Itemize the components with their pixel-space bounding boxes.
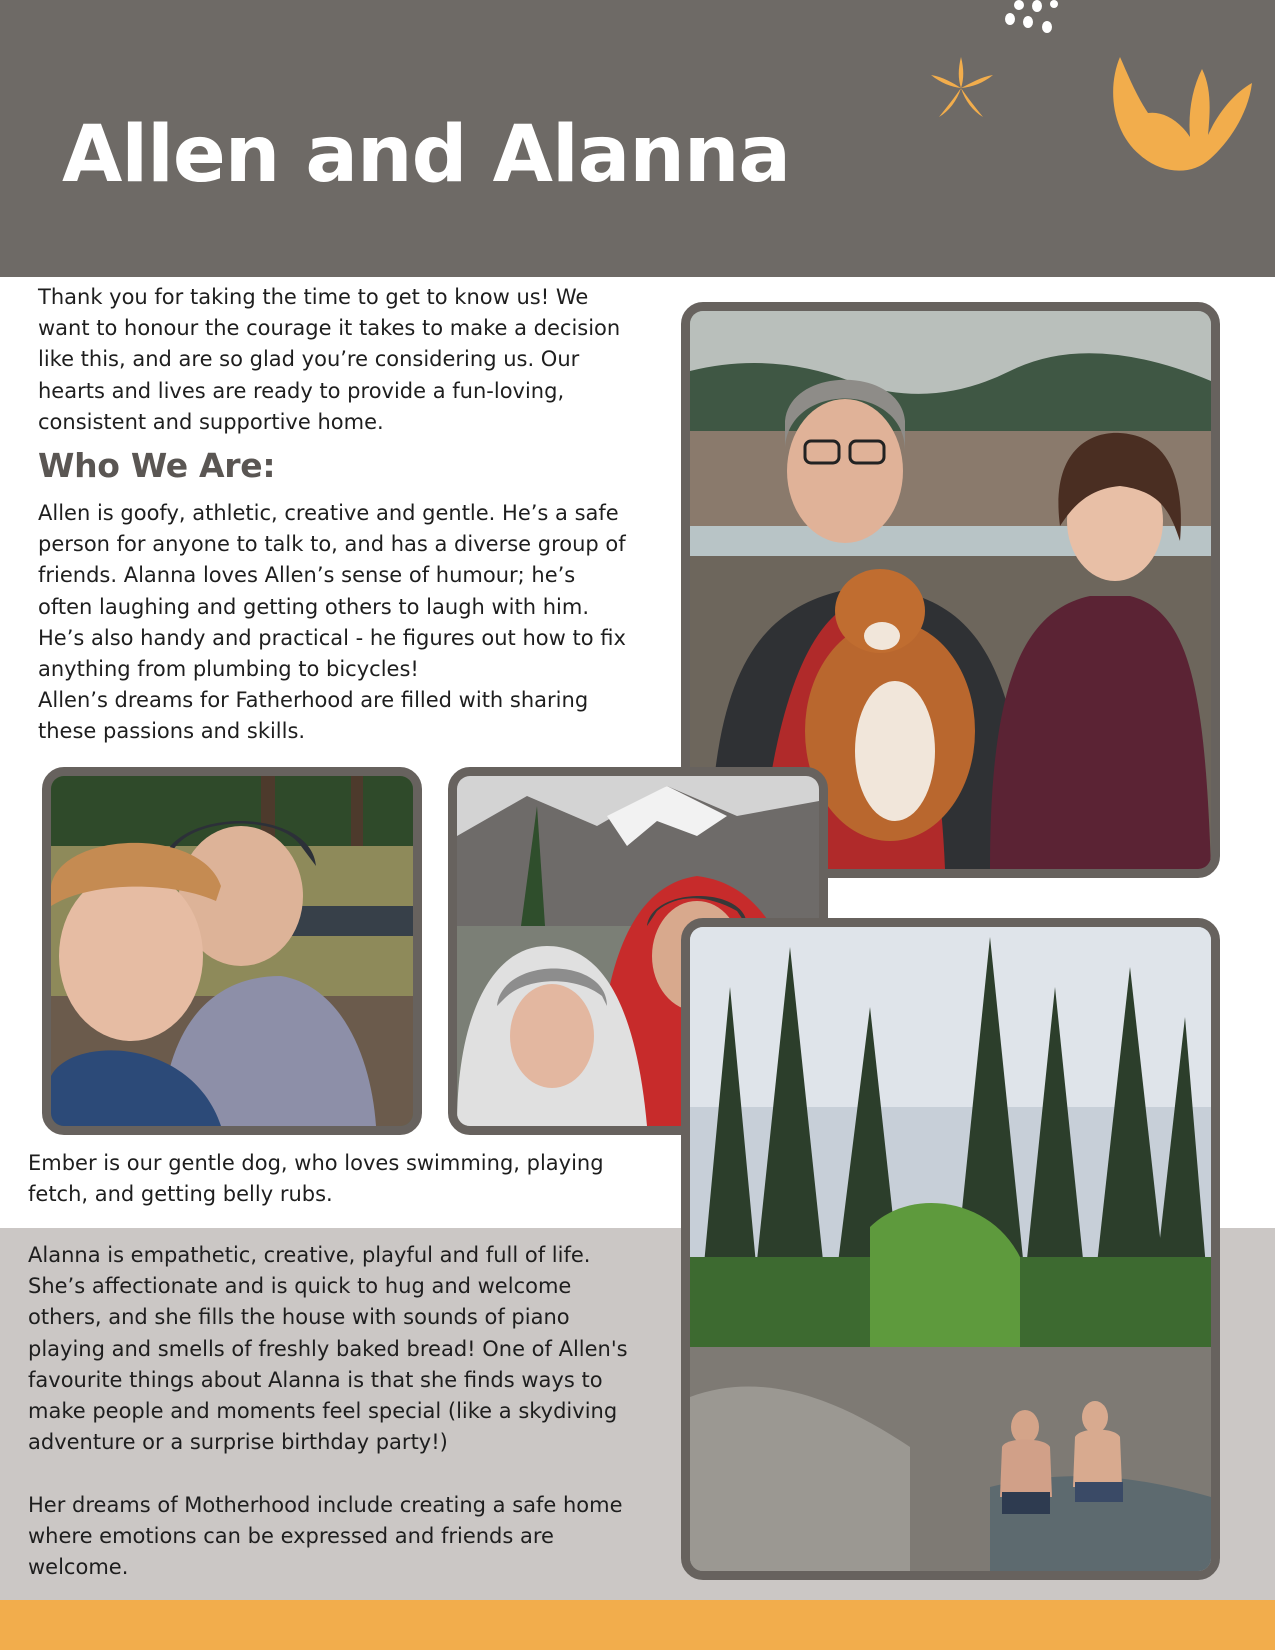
text-line: friends. Alanna loves Allen’s sense of humour; he’s [38,563,576,588]
text-line: Thank you for taking the time to get to know us! We [38,285,589,309]
forest-river-illustration [690,927,1211,1571]
text-line: favourite things about Alanna is that she finds ways to [28,1367,603,1392]
text-line: Allen is goofy, athletic, creative and gentle. He’s a safe [38,501,619,525]
text-line: Allen’s dreams for Fatherhood are filled with sharing [38,688,589,713]
header-banner [0,0,1275,277]
page-title: Allen and Alanna [62,110,791,200]
leaf-decoration-icon [1100,55,1255,180]
alanna-paragraph [28,1240,628,1458]
motherhood-paragraph [28,1490,623,1584]
campsite-selfie-illustration [51,776,413,1126]
footer-band [0,1600,1275,1650]
intro-paragraph [38,282,620,438]
star-decoration-icon [925,55,997,121]
text-line: playing and smells of freshly baked bread! One of Allen's [28,1336,628,1361]
text-line: consistent and supportive home. [38,409,384,434]
text-line: make people and moments feel special (like a skydiving [28,1399,618,1424]
text-line: like this, and are so glad you’re considering us. Our [38,347,580,372]
text-line: adventure or a surprise birthday party!) [28,1430,448,1455]
text-line: She’s affectionate and is quick to hug and welcome [28,1274,572,1299]
text-line: these passions and skills. [38,719,306,744]
ember-paragraph [28,1148,604,1210]
text-line: Alanna is empathetic, creative, playful and full of life. [28,1243,591,1267]
forest-river-photo [681,918,1220,1580]
text-line: welcome. [28,1555,129,1580]
text-line: want to honour the courage it takes to make a decision [38,316,621,341]
text-line: He’s also handy and practical - he figures out how to fix [38,625,626,650]
text-line: often laughing and getting others to laugh with him. [38,594,590,619]
dots-decoration-icon [995,0,1065,45]
text-line: anything from plumbing to bicycles! [38,657,419,682]
who-we-are-heading: Who We Are: [38,446,276,485]
text-line: others, and she fills the house with sounds of piano [28,1305,570,1330]
text-line: Ember is our gentle dog, who loves swimming, playing [28,1151,604,1175]
text-line: where emotions can be expressed and friends are [28,1524,554,1549]
text-line: hearts and lives are ready to provide a fun-loving, [38,378,565,403]
campsite-selfie-photo [42,767,422,1135]
text-line: Her dreams of Motherhood include creating a safe home [28,1493,623,1517]
text-line: person for anyone to talk to, and has a diverse group of [38,532,626,557]
text-line: fetch, and getting belly rubs. [28,1182,333,1207]
allen-paragraph [38,498,626,748]
